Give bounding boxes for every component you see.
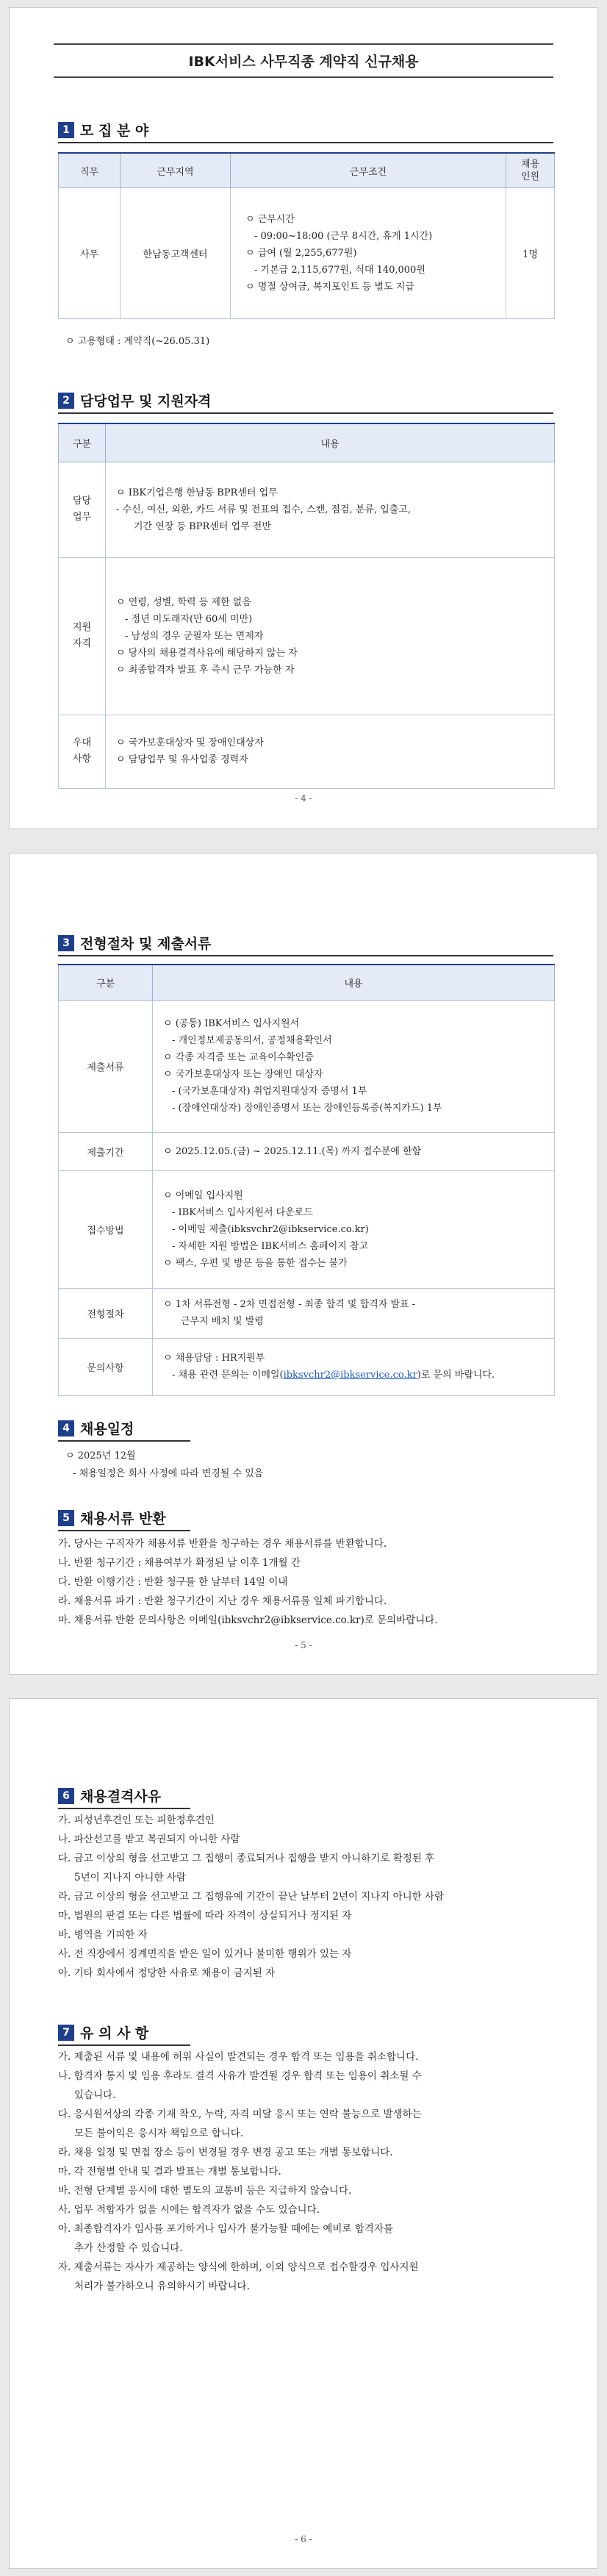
- section-1-heading: [58, 120, 148, 140]
- content-line: ㅇ 각종 자격증 또는 교육이수확인증: [163, 1052, 314, 1063]
- section-title: 채용결격사유: [80, 1789, 162, 1805]
- row-label-period: 제출기간: [59, 1132, 153, 1170]
- section-number-badge: 1: [58, 122, 74, 138]
- section-title: 담당업무 및 지원자격: [80, 393, 212, 409]
- row-label-line: 담당: [72, 495, 92, 507]
- row-label-inquiry: 문의사항: [59, 1338, 153, 1395]
- list-item: 가. 피성년후견인 또는 피한정후견인: [58, 1814, 215, 1826]
- content-line: 근무지 배치 및 발령: [181, 1316, 264, 1327]
- cell-qualification: [106, 557, 555, 715]
- content-line: - 정년 미도래자(만 60세 미만): [125, 613, 253, 625]
- content-line: - 수신, 여신, 외환, 카드 서류 및 전표의 접수, 스캔, 점검, 분류, 입출고,: [116, 504, 411, 515]
- section-3-heading: [58, 933, 211, 953]
- precautions-list: [58, 2047, 558, 2296]
- row-label-line: 지원: [72, 622, 92, 633]
- list-item: 나. 파산선고를 받고 복권되지 아니한 사람: [58, 1833, 240, 1845]
- cell-documents: [153, 1000, 555, 1132]
- condition-line: ㅇ 명절 상여금, 복지포인트 등 별도 지급: [245, 282, 414, 293]
- section-number-badge: 7: [58, 2025, 74, 2041]
- list-item: 다. 반환 이행기간 : 반환 청구를 한 날부터 14일 이내: [58, 1576, 288, 1588]
- section-title: 모 집 분 야: [80, 123, 149, 139]
- duties-qualification-table: [58, 423, 555, 789]
- employment-type-note: ㅇ 고용형태 : 계약직(~26.05.31): [65, 336, 210, 347]
- cell-headcount: 1명: [506, 188, 555, 319]
- content-line: ㅇ 팩스, 우편 및 방문 등을 통한 접수는 불가: [163, 1257, 348, 1269]
- list-item: 라. 채용서류 파기 : 반환 청구기간이 지난 경우 채용서류를 일체 파기합니다.: [58, 1595, 387, 1607]
- section-number-badge: 3: [58, 935, 74, 951]
- row-label-method: 접수방법: [59, 1170, 153, 1288]
- row-label-line: 우대: [72, 737, 92, 748]
- content-line: - (국가보훈대상자) 취업지원대상자 증명서 1부: [172, 1086, 367, 1097]
- content-line: ㅇ 국가보훈대상자 및 장애인대상자: [116, 737, 264, 748]
- content-line: ㅇ 담당업무 및 유사업종 경력자: [116, 754, 248, 765]
- section-divider: [58, 412, 553, 414]
- cell-procedure: [153, 1288, 555, 1338]
- content-line: ㅇ 당사의 채용결격사유에 해당하지 않는 자: [116, 647, 298, 659]
- section-title: 채용서류 반환: [80, 1511, 166, 1527]
- content-line: ㅇ (공통) IBK서비스 입사지원서: [163, 1018, 300, 1029]
- content-line: ㅇ 채용담당 : HR지원부: [163, 1353, 265, 1364]
- cell-conditions: [231, 188, 506, 319]
- content-line: - IBK서비스 입사지원서 다운로드: [172, 1206, 313, 1218]
- cell-preference: [106, 715, 555, 788]
- page-2: [9, 853, 598, 1675]
- list-item-continuation: 처리가 불가하오니 유의하시기 바랍니다.: [74, 2280, 250, 2292]
- cell-duties: [106, 462, 555, 557]
- content-line: - 남성의 경우 군필자 또는 면제자: [125, 630, 264, 642]
- list-item: 다. 응시원서상의 각종 기재 착오, 누락, 자격 미달 응시 또는 연락 불능으로 발생하는: [58, 2108, 422, 2120]
- page-number: - 5 -: [295, 1640, 312, 1650]
- screening-process-table: [58, 964, 555, 1396]
- list-item: 바. 병역을 기피한 자: [58, 1929, 148, 1941]
- list-item: 아. 기타 회사에서 정당한 사유로 채용이 금지된 자: [58, 1967, 276, 1979]
- cell-inquiry: [153, 1338, 555, 1395]
- section-divider: [58, 2044, 190, 2046]
- section-divider: [58, 1440, 190, 1442]
- content-line: ㅇ 2025.12.05.(금) ~ 2025.12.11.(목) 까지 접수분에 한함: [163, 1145, 422, 1157]
- list-item: 라. 채용 일정 및 면접 장소 등이 변경될 경우 변경 공고 또는 개별 통보합니다.: [58, 2147, 393, 2158]
- section-number-badge: 4: [58, 1420, 74, 1437]
- row-label-qualification: [59, 557, 106, 715]
- content-line: - (장애인대상자) 장애인증명서 또는 장애인등록증(복지카드) 1부: [172, 1103, 442, 1114]
- list-item: 사. 업무 적합자가 없을 시에는 합격자가 없을 수도 있습니다.: [58, 2204, 320, 2216]
- col-header-job: 직무: [59, 153, 121, 188]
- condition-line: ㅇ 급여 (월 2,255,677원): [245, 248, 357, 259]
- row-label-duties: [59, 462, 106, 557]
- section-number-badge: 6: [58, 1788, 74, 1804]
- row-label-line: 자격: [72, 638, 92, 649]
- section-divider: [58, 955, 553, 956]
- recruit-field-table: [58, 152, 555, 319]
- section-number-badge: 2: [58, 393, 74, 409]
- content-line: - 이메일 제출(ibksvchr2@ibkservice.co.kr): [172, 1223, 369, 1235]
- page-number: - 4 -: [295, 793, 312, 804]
- list-item: 가. 당사는 구직자가 채용서류 반환을 청구하는 경우 채용서류를 반환합니다.: [58, 1538, 387, 1550]
- content-line: ㅇ 연령, 성별, 학력 등 제한 없음: [116, 596, 251, 608]
- col-header-conditions: 근무조건: [231, 153, 506, 188]
- section-divider: [58, 1808, 190, 1809]
- section-title: 전형절차 및 제출서류: [80, 936, 212, 952]
- contact-email-link[interactable]: ibksvchr2@ibkservice.co.kr: [283, 1370, 417, 1381]
- page-number: - 6 -: [295, 2534, 312, 2544]
- content-line: ㅇ IBK기업은행 한남동 BPR센터 업무: [116, 487, 278, 498]
- list-item-continuation: 모든 불이익은 응시자 책임으로 합니다.: [74, 2128, 244, 2139]
- col-header-content: 내용: [153, 965, 555, 1000]
- list-item: 마. 채용서류 반환 문의사항은 이메일(ibksvchr2@ibkservice.co.kr)로 문의바랍니다.: [58, 1614, 438, 1626]
- list-item: 사. 전 직장에서 징계면직을 받은 일이 있거나 불미한 행위가 있는 자: [58, 1948, 352, 1960]
- cell-location: 한남동고객센터: [121, 188, 231, 319]
- row-label-line: 사항: [72, 754, 92, 765]
- section-4-heading: [58, 1418, 134, 1438]
- section-title: 채용일정: [80, 1421, 134, 1437]
- row-label-line: 업무: [72, 512, 92, 523]
- list-item: 마. 법원의 판결 또는 다른 법률에 따라 자격이 상실되거나 정지된 자: [58, 1910, 352, 1922]
- section-7-heading: [58, 2022, 148, 2042]
- col-header-category: 구분: [59, 965, 153, 1000]
- content-line: 기간 연장 등 BPR센터 업무 전반: [134, 520, 271, 532]
- list-item: 다. 금고 이상의 형을 선고받고 그 집행이 종료되거나 집행을 받지 아니하기로 확정된 후: [58, 1853, 435, 1864]
- content-line: ㅇ 이메일 입사지원: [163, 1189, 243, 1201]
- list-item-continuation: 있습니다.: [74, 2089, 116, 2101]
- list-item: 자. 제출서류는 자사가 제공하는 양식에 한하며, 이외 양식으로 접수할경우 입사지원: [58, 2261, 419, 2273]
- condition-line: - 09:00~18:00 (근무 8시간, 휴게 1시간): [254, 231, 433, 242]
- row-label-documents: 제출서류: [59, 1000, 153, 1132]
- col-header-category: 구분: [59, 423, 106, 462]
- content-line: ㅇ 1차 서류전형 - 2차 면접전형 - 최종 합격 및 합격자 발표 -: [163, 1299, 416, 1310]
- cell-period: [153, 1132, 555, 1170]
- schedule-line: ㅇ 2025년 12월: [65, 1450, 136, 1461]
- col-header-headcount: 채용 인원: [506, 153, 555, 188]
- content-line: ㅇ 최종합격자 발표 후 즉시 근무 가능한 자: [116, 664, 295, 676]
- document-title: IBK서비스 사무직종 계약직 신규채용: [54, 43, 553, 78]
- content-line: - 개인정보제공동의서, 공정채용확인서: [172, 1035, 332, 1046]
- list-item: 나. 반환 청구기간 : 채용여부가 확정된 날 이후 1개월 간: [58, 1557, 301, 1569]
- col-header-location: 근무지역: [121, 153, 231, 188]
- disqualification-list: [58, 1811, 558, 1983]
- section-number-badge: 5: [58, 1510, 74, 1526]
- condition-line: - 기본급 2,115,677원, 식대 140,000원: [254, 265, 425, 276]
- cell-job: 사무: [59, 188, 121, 319]
- list-item-continuation: 추가 산정할 수 있습니다.: [74, 2242, 183, 2254]
- section-title: 유 의 사 항: [80, 2025, 149, 2042]
- schedule-line: - 채용일정은 회사 사정에 따라 변경될 수 있음: [73, 1468, 264, 1479]
- list-item: 바. 전형 단계별 응시에 대한 별도의 교통비 등은 지급하지 않습니다.: [58, 2185, 352, 2197]
- document-return-list: [58, 1534, 558, 1630]
- contact-prefix: - 채용 관련 문의는 이메일(: [172, 1370, 284, 1381]
- section-2-heading: [58, 390, 211, 410]
- contact-suffix: )로 문의 바랍니다.: [417, 1370, 495, 1381]
- list-item: 나. 합격자 통지 및 임용 후라도 결격 사유가 발견될 경우 합격 또는 임용이 취소될 수: [58, 2070, 422, 2082]
- cell-method: [153, 1170, 555, 1288]
- section-6-heading: [58, 1786, 161, 1806]
- list-item: 마. 각 전형별 안내 및 결과 발표는 개별 통보합니다.: [58, 2166, 281, 2178]
- list-item-continuation: 5년이 지나지 아니한 사람: [74, 1872, 186, 1883]
- section-5-heading: [58, 1508, 166, 1528]
- row-label-procedure: 전형절차: [59, 1288, 153, 1338]
- section-divider: [58, 1530, 190, 1531]
- list-item: 아. 최종합격자가 입사를 포기하거나 입사가 불가능할 때에는 예비로 합격자를: [58, 2223, 393, 2235]
- page-3: [9, 1698, 598, 2569]
- list-item: 가. 제출된 서류 및 내용에 허위 사실이 발견되는 경우 합격 또는 임용을 취소합니다.: [58, 2051, 419, 2063]
- list-item: 라. 금고 이상의 형을 선고받고 그 집행유예 기간이 끝난 날부터 2년이 지나지 아니한 사람: [58, 1891, 445, 1903]
- page-1: [9, 7, 598, 829]
- content-line: ㅇ 국가보훈대상자 또는 장애인 대상자: [163, 1069, 323, 1080]
- condition-line: ㅇ 근무시간: [245, 214, 295, 225]
- contact-line: [163, 1367, 544, 1384]
- section-divider: [58, 142, 553, 143]
- content-line: - 자세한 지원 방법은 IBK서비스 홈페이지 참고: [172, 1240, 369, 1252]
- row-label-preference: [59, 715, 106, 788]
- col-header-content: 내용: [106, 423, 555, 462]
